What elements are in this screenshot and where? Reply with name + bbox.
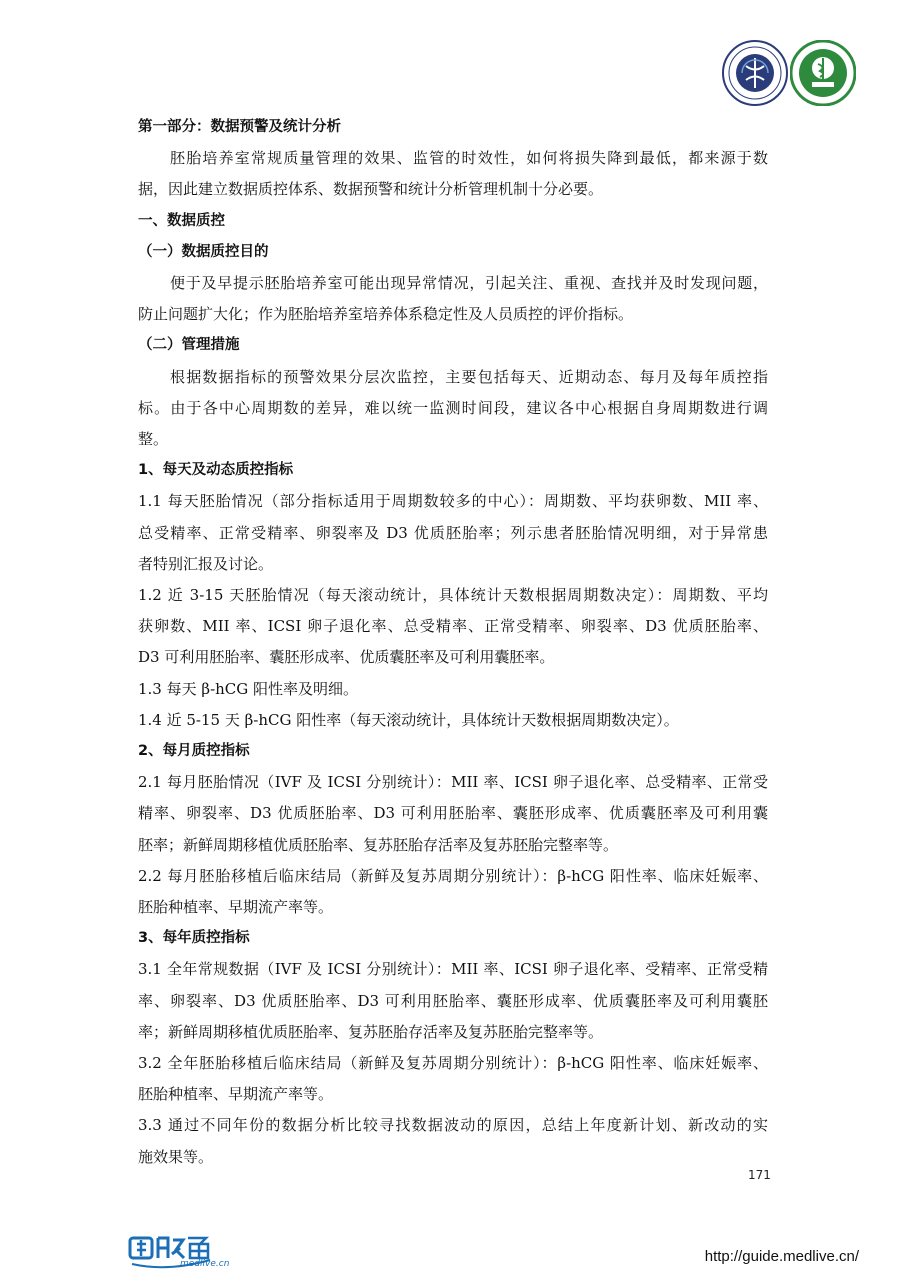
paragraph-line: 获卵数、MII 率、ICSI 卵子退化率、总受精率、正常受精率、卵裂率、D3 优质胚胎率、: [138, 617, 768, 636]
paragraph-line: 2.1 每月胚胎情况（IVF 及 ICSI 分别统计）：MII 率、ICSI 卵子退化率、总受精率、正常受: [138, 773, 768, 792]
paragraph-line: 2.2 每月胚胎移植后临床结局（新鲜及复苏周期分别统计）：β-hCG 阳性率、临床妊娠率、: [138, 866, 768, 885]
section-heading: 3、每年质控指标: [138, 930, 250, 947]
section-heading: （一）数据质控目的: [138, 243, 269, 260]
paragraph-line: 胚胎种植率、早期流产率等。: [138, 898, 334, 916]
society-seal-logo-blue: [722, 40, 788, 106]
paragraph-line: 据，因此建立数据质控体系、数据预警和统计分析管理机制十分必要。: [138, 180, 604, 199]
society-logos: [722, 40, 858, 108]
paragraph-line: 3.1 全年常规数据（IVF 及 ICSI 分别统计）：MII 率、ICSI 卵子退化率、受精率、正常受精: [138, 960, 768, 979]
paragraph-line: 施效果等。: [138, 1147, 214, 1166]
paragraph-line: 1.2 近 3-15 天胚胎情况（每天滚动统计，具体统计天数根据周期数决定）：周期数、平均: [138, 586, 768, 604]
footer-url[interactable]: http://guide.medlive.cn/: [704, 1248, 859, 1265]
paragraph-line: 整。: [138, 430, 169, 448]
paragraph-line: 者特别汇报及讨论。: [138, 554, 274, 573]
paragraph-line: 精率、卵裂率、D3 优质胚胎率、D3 可利用胚胎率、囊胚形成率、优质囊胚率及可利用囊: [138, 804, 768, 823]
paragraph-line: 防止问题扩大化；作为胚胎培养室培养体系稳定性及人员质控的评价指标。: [138, 305, 634, 324]
paragraph-line: 胚胎种植率、早期流产率等。: [138, 1085, 334, 1104]
paragraph-line: 率、卵裂率、D3 优质胚胎率、D3 可利用胚胎率、囊胚形成率、优质囊胚率及可利用囊胚: [138, 991, 768, 1010]
page-number: 171: [748, 1168, 771, 1182]
section-heading: （二）管理措施: [138, 337, 240, 354]
brand-domain: medlive.cn: [180, 1259, 230, 1269]
paragraph-line: 胚率；新鲜周期移植优质胚胎率、复苏胚胎存活率及复苏胚胎完整率等。: [138, 835, 619, 854]
section-heading: 1、每天及动态质控指标: [138, 462, 294, 479]
paragraph-line: 总受精率、正常受精率、卵裂率及 D3 优质胚胎率；列示患者胚胎情况明细，对于异常患: [138, 523, 768, 542]
paragraph-line: 便于及早提示胚胎培养室可能出现异常情况，引起关注、重视、查找并及时发现问题，: [170, 274, 768, 292]
paragraph-line: 1.3 每天 β-hCG 阳性率及明细。: [138, 679, 359, 698]
paragraph-line: 根据数据指标的预警效果分层次监控，主要包括每天、近期动态、每月及每年质控指: [170, 367, 768, 386]
paragraph-line: 标。由于各中心周期数的差异，难以统一监测时间段，建议各中心根据自身周期数进行调: [138, 398, 768, 417]
paragraph-line: 1.4 近 5-15 天 β-hCG 阳性率（每天滚动统计，具体统计天数根据周期数决定）。: [138, 710, 679, 729]
section-heading: 一、数据质控: [138, 212, 225, 229]
paragraph-line: D3 可利用胚胎率、囊胚形成率、优质囊胚率及可利用囊胚率。: [138, 648, 555, 667]
paragraph-line: 胚胎培养室常规质量管理的效果、监管的时效性，如何将损失降到最低，都来源于数: [170, 149, 768, 168]
section-heading: 2、每月质控指标: [138, 743, 250, 759]
section-heading: 第一部分：数据预警及统计分析: [138, 119, 341, 135]
paragraph-line: 3.2 全年胚胎移植后临床结局（新鲜及复苏周期分别统计）：β-hCG 阳性率、临床妊娠率、: [138, 1054, 768, 1072]
society-seal-logo-green: [790, 40, 856, 106]
paragraph-line: 3.3 通过不同年份的数据分析比较寻找数据波动的原因，总结上年度新计划、新改动的实: [138, 1116, 768, 1135]
paragraph-line: 1.1 每天胚胎情况（部分指标适用于周期数较多的中心）：周期数、平均获卵数、MII 率、: [138, 492, 768, 511]
paragraph-line: 率；新鲜周期移植优质胚胎率、复苏胚胎存活率及复苏胚胎完整率等。: [138, 1022, 604, 1041]
